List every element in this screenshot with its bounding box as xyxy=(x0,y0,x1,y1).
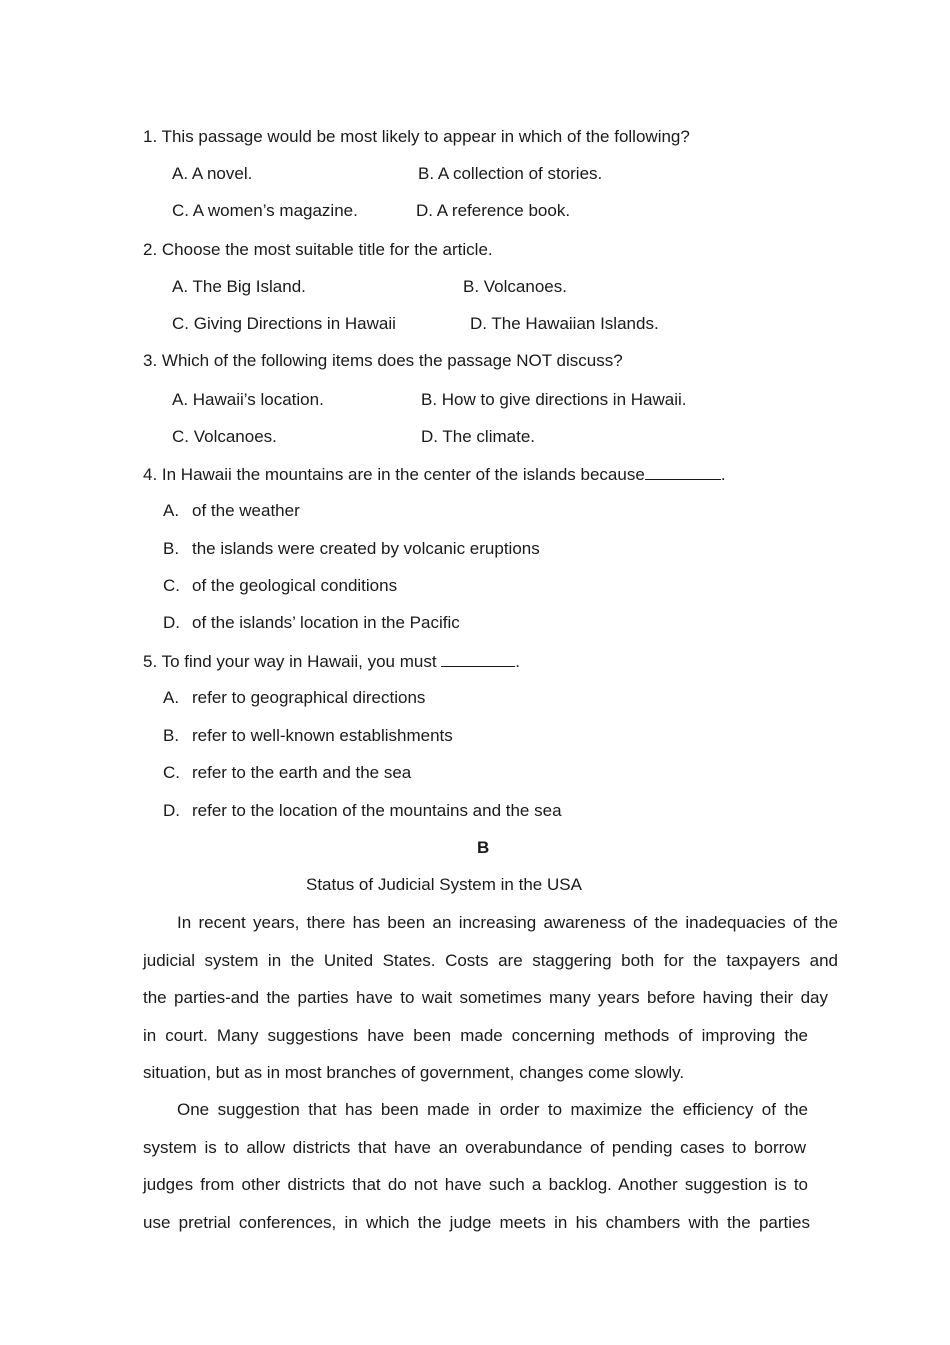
paragraph-line: situation, but as in most branches of government, changes come slowly. xyxy=(143,1063,685,1082)
question-3-stem: 3. Which of the following items does the passage NOT discuss? xyxy=(143,351,623,370)
question-5-stem-line: 5. To find your way in Hawaii, you must . xyxy=(143,652,521,671)
option-letter: A. xyxy=(163,501,180,520)
option-letter: A. xyxy=(163,688,180,707)
paragraph-line: in court. Many suggestions have been made concerning methods of improving the xyxy=(143,1025,808,1045)
option-text: the islands were created by volcanic eruptions xyxy=(192,539,540,558)
question-4-stem-line: 4. In Hawaii the mountains are in the center of the islands because . xyxy=(143,465,726,484)
option-text: of the geological conditions xyxy=(192,576,398,595)
option-text: refer to the earth and the sea xyxy=(192,763,412,782)
paragraph-line: In recent years, there has been an increasing awareness of the inadequacies of the xyxy=(177,913,838,932)
question-3-option-a: A. Hawaii’s location. xyxy=(172,390,324,409)
passage-title: Status of Judicial System in the USA xyxy=(306,875,582,894)
option-letter: B. xyxy=(163,726,180,745)
question-2-option-b: B. Volcanoes. xyxy=(463,277,567,296)
answer-blank xyxy=(441,651,515,667)
question-1-option-b: B. A collection of stories. xyxy=(418,164,603,183)
question-4-option-b xyxy=(163,539,540,559)
section-label: B xyxy=(477,838,490,857)
paragraph-line: system is to allow districts that have an overabundance of pending cases to borrow xyxy=(143,1137,806,1157)
option-text: refer to well-known establishments xyxy=(192,726,453,745)
question-4-stem: 4. In Hawaii the mountains are in the center of the islands because xyxy=(143,465,645,484)
question-2-option-a: A. The Big Island. xyxy=(172,277,306,296)
paragraph-line: the parties-and the parties have to wait sometimes many years before having their day xyxy=(143,988,828,1007)
question-1-stem: 1. This passage would be most likely to appear in which of the following? xyxy=(143,127,690,146)
passage-paragraph-2 xyxy=(143,1091,838,1241)
question-3-option-c: C. Volcanoes. xyxy=(172,427,277,446)
question-3-option-b: B. How to give directions in Hawaii. xyxy=(421,390,687,409)
question-1-option-c: C. A women’s magazine. xyxy=(172,201,358,220)
question-1-option-d: D. A reference book. xyxy=(416,201,571,220)
question-5-stem: 5. To find your way in Hawaii, you must xyxy=(143,652,437,671)
option-letter: C. xyxy=(163,576,180,595)
option-text: of the islands’ location in the Pacific xyxy=(192,613,460,632)
option-letter: C. xyxy=(163,763,180,782)
paragraph-line: judicial system in the United States. Costs are staggering both for the taxpayers and xyxy=(143,950,838,970)
question-5-option-c xyxy=(163,763,411,783)
question-3-option-d: D. The climate. xyxy=(421,427,536,446)
option-text: refer to the location of the mountains and the sea xyxy=(192,801,562,820)
question-5-option-a xyxy=(163,688,425,708)
question-4-option-d xyxy=(163,613,460,633)
option-letter: B. xyxy=(163,539,180,558)
option-text: of the weather xyxy=(192,501,300,520)
question-5-option-b xyxy=(163,726,453,746)
paragraph-line: One suggestion that has been made in order to maximize the efficiency of the xyxy=(177,1100,808,1119)
question-2-stem: 2. Choose the most suitable title for the article. xyxy=(143,240,493,259)
question-2-option-d: D. The Hawaiian Islands. xyxy=(470,314,659,333)
paragraph-line: use pretrial conferences, in which the judge meets in his chambers with the parties xyxy=(143,1212,810,1232)
answer-blank xyxy=(645,464,721,480)
option-letter: D. xyxy=(163,801,180,820)
question-4-option-c xyxy=(163,576,397,596)
paragraph-line: judges from other districts that do not have such a backlog. Another suggestion is to xyxy=(143,1175,808,1194)
question-5-option-d xyxy=(163,801,562,821)
passage-paragraph-1 xyxy=(143,904,838,1092)
question-4-option-a xyxy=(163,501,300,521)
option-letter: D. xyxy=(163,613,180,632)
option-text: refer to geographical directions xyxy=(192,688,426,707)
question-1-option-a: A. A novel. xyxy=(172,164,253,183)
question-2-option-c: C. Giving Directions in Hawaii xyxy=(172,314,396,333)
